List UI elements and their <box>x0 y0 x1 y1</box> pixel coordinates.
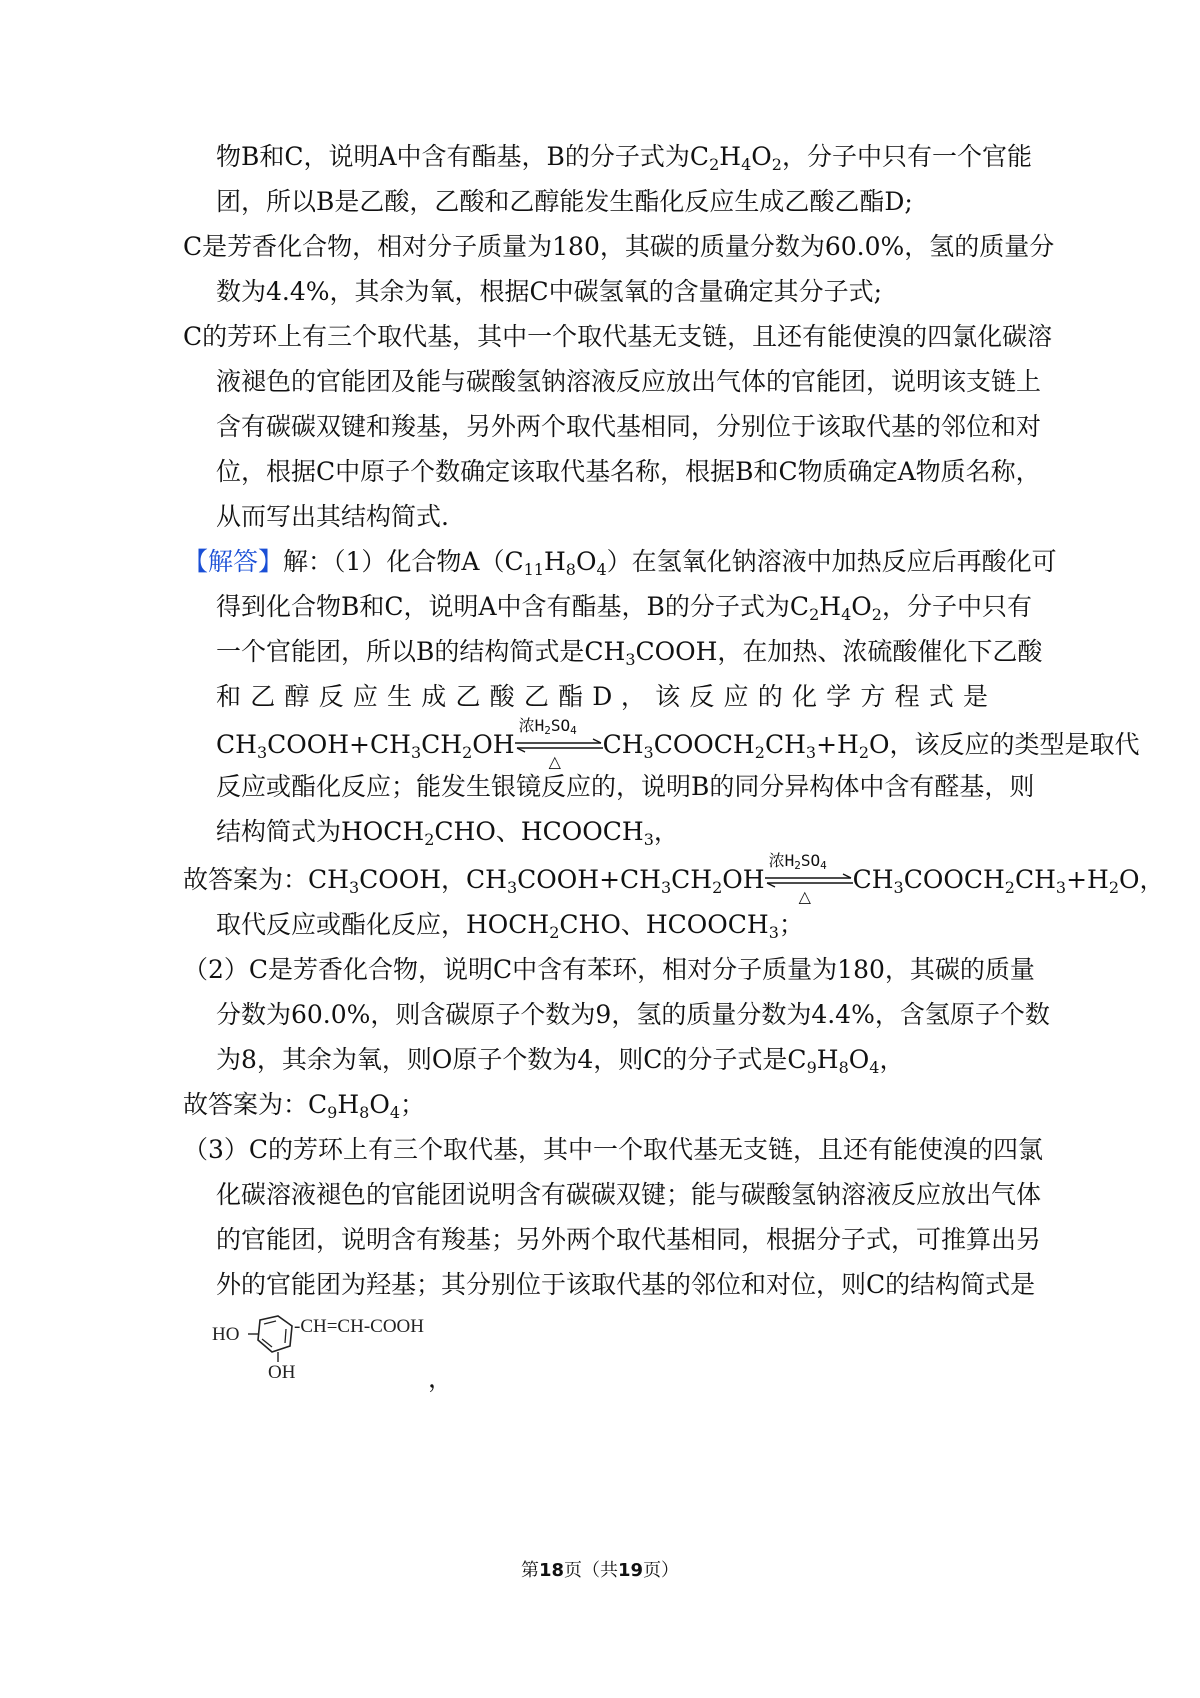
text-segment: 得到化合物B和C，说明A中含有酯基，B的分子式为C <box>216 592 810 621</box>
text-segment: ）在氢氧化钠溶液中加热反应后再酸化可 <box>606 547 1057 576</box>
text-line: 化碳溶液褪色的官能团说明含有碳碳双键；能与碳酸氢钠溶液反应放出气体 <box>216 1180 1042 1209</box>
text-line: 反应或酯化反应；能发生银镜反应的，说明B的同分异构体中含有醛基，则 <box>216 772 1035 801</box>
text-line: 位，根据C中原子个数确定该取代基名称，根据B和C物质确定A物质名称， <box>216 457 1041 486</box>
reversible-arrow <box>763 850 855 906</box>
hydroxyl-label: OH <box>268 1362 296 1383</box>
subscript: 4 <box>596 560 607 579</box>
text-line: 结构简式为$HOCH_2CHO$、$HCOOCH_3$， <box>216 817 679 849</box>
hydroxyl-label: HO <box>212 1324 240 1345</box>
answer-line: 故答案为：$C_9H_8O_4$； <box>183 1090 426 1122</box>
text-line: C是芳香化合物，相对分子质量为180，其碳的质量分数为60.0%，氢的质量分 <box>183 232 1055 261</box>
reaction-condition: 浓$H_2SO_4$ <box>518 715 577 737</box>
text-segment: ，分子中只有 <box>881 592 1032 621</box>
reaction-condition: 浓$H_2SO_4$ <box>768 850 827 872</box>
text-line: 和 乙 醇 反 应 生 成 乙 酸 乙 酯 D ， 该 反 应 的 化 学 方 程 式 是 <box>216 682 988 711</box>
heat-symbol: △ <box>548 751 561 771</box>
answer-tag: 【解答】 <box>183 547 284 576</box>
text-line: 一个官能团，所以B的结构简式是$CH_3COOH$，在加热、浓硫酸催化下乙酸 <box>216 637 1043 669</box>
text-segment: 物B和C，说明A中含有酯基，B的分子式为C <box>216 142 710 171</box>
subscript: 8 <box>565 560 576 579</box>
text-line: C的芳环上有三个取代基，其中一个取代基无支链，且还有能使溴的四氯化碳溶 <box>183 322 1053 351</box>
text-line: 含有碳碳双键和羧基，另外两个取代基相同，分别位于该取代基的邻位和对 <box>216 412 1042 441</box>
text-segment: H <box>719 142 742 171</box>
text-segment: ，分子中只有一个官能 <box>781 142 1032 171</box>
subscript: 2 <box>771 155 782 174</box>
comma: ， <box>428 1364 454 1393</box>
text-line: （3）C的芳环上有三个取代基，其中一个取代基无支链，且还有能使溴的四氯 <box>183 1135 1044 1164</box>
reversible-arrow <box>513 715 605 771</box>
equation-line: $CH_3COOH+CH_3CH_2OH$ 浓$H_2SO_4$ △ $CH_3COOCH_2CH_3+H_2O$，该反应的类型是取代 <box>216 715 1140 771</box>
text-line: 外的官能团为羟基；其分别位于该取代基的邻位和对位，则C的结构简式是 <box>216 1270 1036 1299</box>
text-segment: H <box>543 547 566 576</box>
subscript: 4 <box>741 155 752 174</box>
page-number: 18 <box>538 1560 564 1581</box>
text-segment: O <box>751 142 772 171</box>
text-segment: H <box>819 592 842 621</box>
page-total: 19 <box>618 1560 644 1581</box>
subscript: 11 <box>523 560 544 579</box>
answer-line: 故答案为：$CH_3COOH$，$CH_3COOH+CH_3CH_2OH$ 浓$H_2SO_4$ △ $CH_3COOCH_2CH_3+H_2O$， <box>183 850 1165 906</box>
text-line: 团，所以B是乙酸，乙酸和乙醇能发生酯化反应生成乙酸乙酯D; <box>216 187 913 216</box>
text-line: 的官能团，说明含有羧基；另外两个取代基相同，根据分子式，可推算出另 <box>216 1225 1042 1254</box>
text-line: 为8，其余为氧，则O原子个数为4，则C的分子式是$C_9H_8O_4$， <box>216 1045 905 1077</box>
page-footer: 第18页（共19页） <box>520 1560 680 1581</box>
text-line <box>216 142 1032 174</box>
text-segment: O <box>575 547 597 576</box>
text-segment: 解：（1）化合物A（C <box>283 547 524 576</box>
side-chain-label: -CH=CH-COOH <box>294 1316 424 1337</box>
text-segment: O <box>851 592 872 621</box>
subscript: 2 <box>809 605 820 624</box>
structural-formula-icon <box>210 1312 450 1392</box>
subscript: 3 <box>625 650 636 669</box>
text-line: 数为4.4%，其余为氧，根据C中碳氢氧的含量确定其分子式; <box>216 277 883 306</box>
text-line: （2）C是芳香化合物，说明C中含有苯环，相对分子质量为180，其碳的质量 <box>183 955 1035 984</box>
text-line: 分数为60.0%，则含碳原子个数为9，氢的质量分数为4.4%，含氢原子个数 <box>216 1000 1050 1029</box>
subscript: 2 <box>871 605 882 624</box>
text-line: 从而写出其结构简式. <box>216 502 449 531</box>
subscript: 4 <box>841 605 852 624</box>
text-line <box>183 547 1057 579</box>
subscript: 2 <box>709 155 720 174</box>
text-line <box>216 592 1032 624</box>
text-line: 取代反应或酯化反应，$HOCH_2CHO$、$HCOOCH_3$； <box>216 910 804 942</box>
text-line: 液褪色的官能团及能与碳酸氢钠溶液反应放出气体的官能团，说明该支链上 <box>216 367 1042 396</box>
heat-symbol: △ <box>798 886 811 906</box>
